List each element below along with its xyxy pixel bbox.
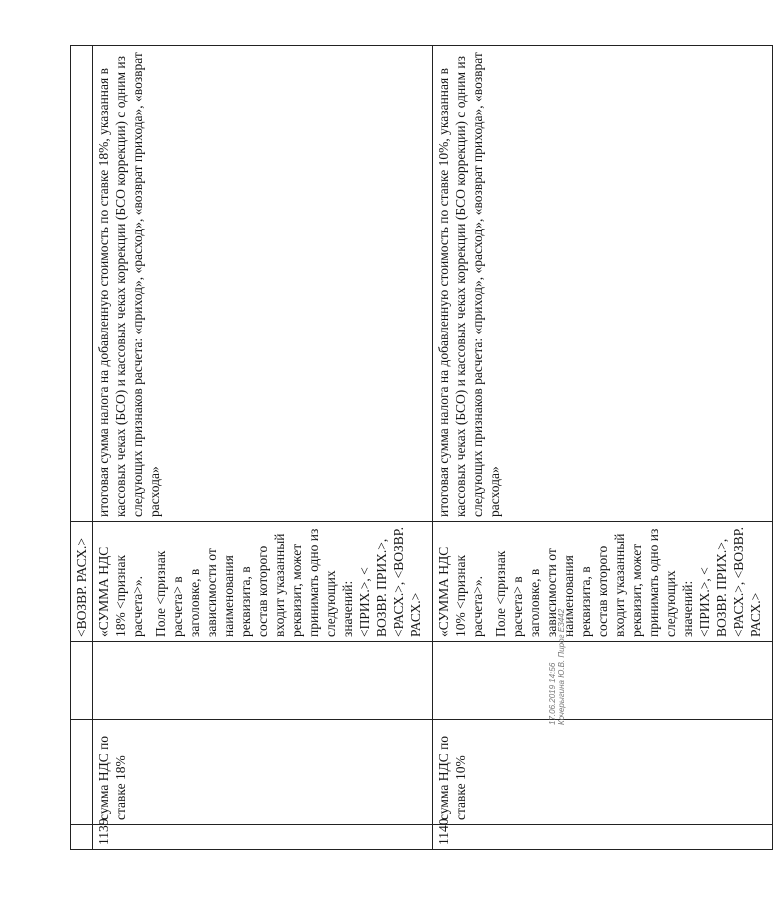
cell-empty <box>93 642 433 720</box>
cell-empty <box>71 720 93 825</box>
print-tag-note: Поле <признак расчета> в заголовке, в зависимости от наименования реквизита, в состав которого входит указанный реквизит, может принимать одно из следующих значений: <ПРИХ.>, < ВОЗВР. ПРИХ.>, <РАСХ.>, <ВОЗВР. РАСХ.> <box>493 527 763 637</box>
print-tag-cell <box>93 522 433 642</box>
requisites-table <box>70 45 773 850</box>
row-number: 1140 <box>433 825 773 850</box>
requisite-name: сумма НДС по ставке 18% <box>93 720 433 825</box>
cell-empty <box>71 46 93 522</box>
cell-empty <box>71 825 93 850</box>
cell-tag-continuation: <ВОЗВР. РАСХ.> <box>71 522 93 642</box>
cell-empty <box>71 642 93 720</box>
print-tag-text: «СУММА НДС 18% <признак расчета>». <box>96 546 145 637</box>
table-row-continuation <box>71 46 93 850</box>
cell-empty <box>433 642 773 720</box>
print-tag-note: Поле <признак расчета> в заголовке, в зависимости от наименования реквизита, в состав которого входит указанный реквизит, может принимать одно из следующих значений: <ПРИХ.>, < ВОЗВР. ПРИХ.>, <РАСХ.>, <ВОЗВР. РАСХ.> <box>153 527 423 637</box>
print-tag-text: «СУММА НДС 10% <признак расчета>». <box>436 546 485 637</box>
row-number: 1139 <box>93 825 433 850</box>
requisite-description: итоговая сумма налога на добавленную стоимость по ставке 18%, указанная в кассовых чеках (БСО) и кассовых чеках коррекции (БСО коррекции) с одним из следующих признаков расчета: «приход», «расход», «возврат прихода», «возврат расхода» <box>93 46 433 522</box>
stamp-date: 17.06.2019 14:56 <box>548 662 557 725</box>
requisite-name: сумма НДС по ставке 10% <box>433 720 773 825</box>
table-row <box>433 46 773 850</box>
table-row <box>93 46 433 850</box>
requisite-description: итоговая сумма налога на добавленную стоимость по ставке 10%, указанная в кассовых чеках (БСО) и кассовых чеках коррекции (БСО коррекции) с одним из следующих признаков расчета: «приход», «расход», «возврат прихода», «возврат расхода» <box>433 46 773 522</box>
document-stamp <box>548 595 566 725</box>
stamp-signer: Кочерыгина Ю.В. Пирог ЕЗ442 <box>557 608 566 725</box>
print-tag-cell <box>433 522 773 642</box>
